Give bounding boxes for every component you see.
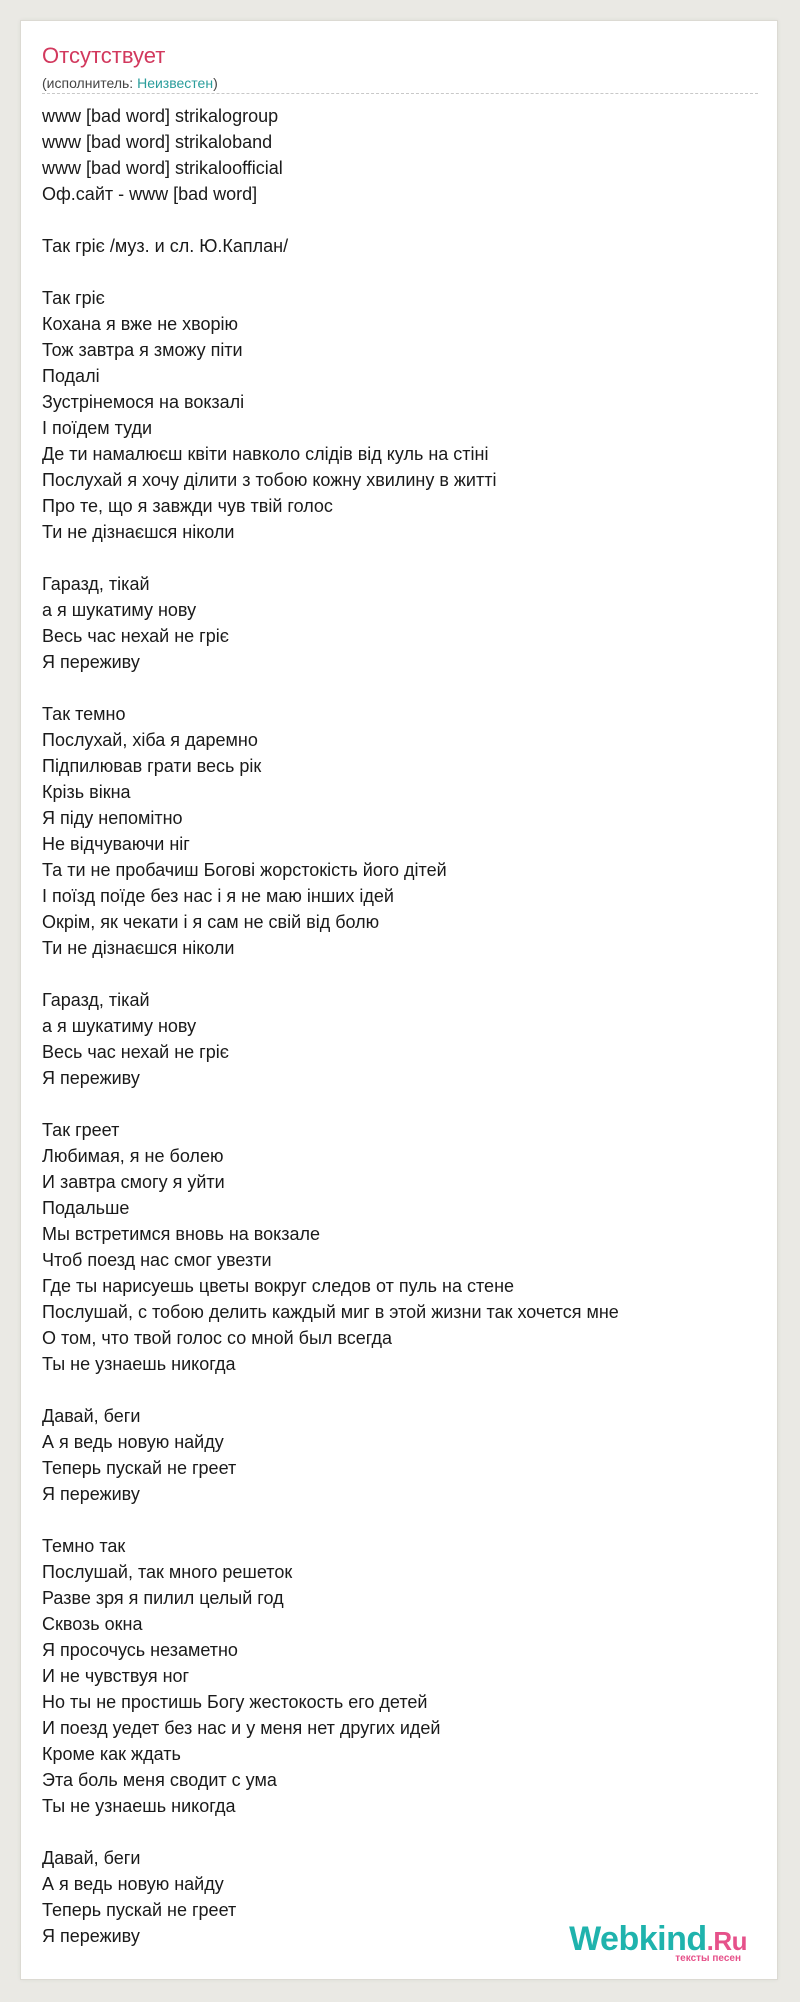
stanza-gap [42,961,619,987]
lyric-line: Та ти не пробачиш Богові жорстокість його дітей [42,860,447,880]
stanza-gap [42,1819,619,1845]
lyric-line: Весь час нехай не гріє [42,626,229,646]
lyric-line: Так греет [42,1120,120,1140]
lyric-line: Теперь пускай не греет [42,1458,237,1478]
lyric-line: Я переживу [42,1068,140,1088]
lyric-line: Гаразд, тікай [42,574,150,594]
lyric-line: Зустрінемося на вокзалі [42,392,245,412]
lyric-line: Я просочусь незаметно [42,1640,238,1660]
lyric-line: Давай, беги [42,1406,141,1426]
lyric-line: Давай, беги [42,1848,141,1868]
lyric-line: Послушай, с тобою делить каждый миг в этой жизни так хочется мне [42,1302,619,1322]
lyric-line: Я переживу [42,652,140,672]
song-title: Отсутствует [42,43,166,68]
lyric-line: Ти не дізнаєшся ніколи [42,938,235,958]
lyric-line: Де ти намалюєш квіти навколо слідів від куль на стіні [42,444,489,464]
artist-link[interactable]: Неизвестен [137,75,214,91]
lyric-line: Ты не узнаешь никогда [42,1354,236,1374]
lyric-line: І поїдем туди [42,418,153,438]
lyric-line: І поїзд поїде без нас і я не маю інших ідей [42,886,394,906]
stanza-gap [42,259,619,285]
lyrics-body [42,103,619,1949]
lyric-line: Эта боль меня сводит с ума [42,1770,277,1790]
lyric-line: Я переживу [42,1926,140,1946]
lyric-line: а я шукатиму нову [42,1016,197,1036]
lyric-line: И завтра смогу я уйти [42,1172,225,1192]
stanza-gap [42,207,619,233]
lyric-line: Любимая, я не болею [42,1146,224,1166]
lyric-line: Весь час нехай не гріє [42,1042,229,1062]
lyric-line: а я шукатиму нову [42,600,197,620]
artist-suffix: ) [213,75,218,91]
lyric-line: Не відчуваючи ніг [42,834,190,854]
lyric-line: Тож завтра я зможу піти [42,340,243,360]
lyrics-card [20,20,778,1980]
lyric-line: И поезд уедет без нас и у меня нет других идей [42,1718,441,1738]
logo-tld: .Ru [706,1926,747,1956]
lyric-line: Послухай, хіба я даремно [42,730,258,750]
lyric-line: Разве зря я пилил целый год [42,1588,284,1608]
lyric-line: Темно так [42,1536,126,1556]
lyric-line: Окрім, як чекати і я сам не свій від болю [42,912,380,932]
lyric-line: О том, что твой голос со мной был всегда [42,1328,393,1348]
lyric-line: Теперь пускай не греет [42,1900,237,1920]
lyric-line: Ти не дізнаєшся ніколи [42,522,235,542]
lyric-line: www [bad word] strikaloofficial [42,158,283,178]
stanza-gap [42,545,619,571]
lyric-line: Кохана я вже не хворію [42,314,239,334]
lyric-line: А я ведь новую найду [42,1874,224,1894]
lyric-line: Так гріє /муз. и сл. Ю.Каплан/ [42,236,289,256]
lyric-line: Сквозь окна [42,1614,143,1634]
lyric-line: Где ты нарисуешь цветы вокруг следов от пуль на стене [42,1276,515,1296]
lyric-line: Про те, що я завжди чув твій голос [42,496,333,516]
lyric-line: Подальше [42,1198,130,1218]
site-logo[interactable] [569,1920,747,1964]
lyric-line: Так гріє [42,288,105,308]
stanza-gap [42,1091,619,1117]
lyric-line: И не чувствуя ног [42,1666,190,1686]
lyric-line: www [bad word] strikaloband [42,132,273,152]
lyric-line: Подалі [42,366,100,386]
lyric-line: Кроме как ждать [42,1744,181,1764]
stanza-gap [42,1507,619,1533]
lyric-line: Так темно [42,704,126,724]
lyric-line: Чтоб поезд нас смог увезти [42,1250,272,1270]
lyric-line: Крізь вікна [42,782,131,802]
lyric-line: Ты не узнаешь никогда [42,1796,236,1816]
logo-brand: Webkind [569,1920,707,1958]
lyric-line: Послушай, так много решеток [42,1562,293,1582]
lyric-line: Оф.сайт - www [bad word] [42,184,258,204]
title-divider [42,93,758,94]
lyric-line: www [bad word] strikalogroup [42,106,279,126]
lyric-line: Но ты не простишь Богу жестокость его детей [42,1692,428,1712]
lyric-line: А я ведь новую найду [42,1432,224,1452]
stanza-gap [42,675,619,701]
stanza-gap [42,1377,619,1403]
lyric-line: Підпилював грати весь рік [42,756,262,776]
lyric-line: Гаразд, тікай [42,990,150,1010]
logo-tagline: тексты песен [675,1953,741,1964]
lyric-line: Мы встретимся вновь на вокзале [42,1224,321,1244]
lyric-line: Я переживу [42,1484,140,1504]
artist-prefix: (исполнитель: [42,75,138,91]
lyric-line: Я піду непомітно [42,808,183,828]
artist-line [42,74,218,92]
lyric-line: Послухай я хочу ділити з тобою кожну хвилину в житті [42,470,497,490]
